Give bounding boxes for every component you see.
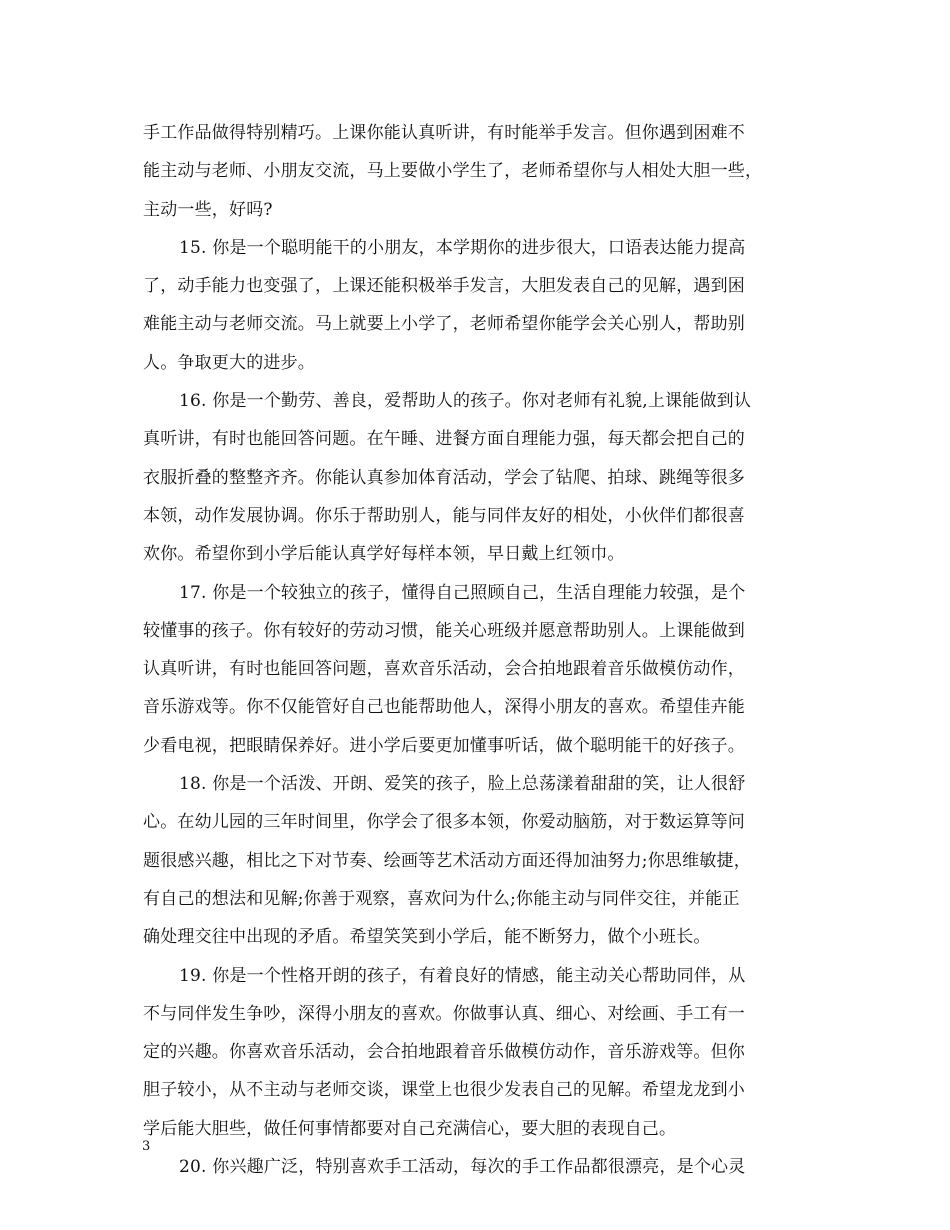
body-text [143,114,823,1186]
text-line: 衣服折叠的整整齐齐。你能认真参加体育活动，学会了钻爬、拍球、跳绳等很多 [143,467,745,488]
text-line: 本领，动作发展协调。你乐于帮助别人，能与同伴友好的相处，小伙伴们都很喜 [143,505,745,526]
text-line: 16. 你是一个勤劳、善良，爱帮助人的孩子。你对老师有礼貌,上课能做到认 [179,391,752,412]
text-line: 心。在幼儿园的三年时间里，你学会了很多本领，你爱动脑筋，对于数运算等问 [143,812,745,833]
text-line: 胆子较小，从不主动与老师交谈，课堂上也很少发表自己的见解。希望龙龙到小 [143,1080,745,1101]
text-line: 能主动与老师、小朋友交流，马上要做小学生了，老师希望你与人相处大胆一些， [143,161,763,182]
text-line: 题很感兴趣，相比之下对节奏、绘画等艺术活动方面还得加油努力;你思维敏捷， [143,850,751,871]
text-line: 少看电视，把眼睛保养好。进小学后要更加懂事听话，做个聪明能干的好孩子。 [143,735,745,756]
text-line: 15. 你是一个聪明能干的小朋友，本学期你的进步很大，口语表达能力提高 [179,237,746,258]
text-line: 学后能大胆些，做任何事情都要对自己充满信心，要大胆的表现自己。 [143,1118,677,1139]
text-line: 了，动手能力也变强了，上课还能积极举手发言，大胆发表自己的见解，遇到困 [143,276,745,297]
text-line: 音乐游戏等。你不仅能管好自己也能帮助他人，深得小朋友的喜欢。希望佳卉能 [143,697,745,718]
text-line: 17. 你是一个较独立的孩子，懂得自己照顾自己，生活自理能力较强，是个 [179,582,746,603]
text-line: 人。争取更大的进步。 [143,352,315,373]
text-line: 主动一些，好吗? [143,199,273,220]
text-line: 不与同伴发生争吵，深得小朋友的喜欢。你做事认真、细心、对绘画、手工有一 [143,1003,745,1024]
text-line: 难能主动与老师交流。马上就要上小学了，老师希望你能学会关心别人，帮助别 [143,314,745,335]
text-line: 真听讲，有时也能回答问题。在午睡、进餐方面自理能力强，每天都会把自己的 [143,429,745,450]
text-line: 认真听讲，有时也能回答问题，喜欢音乐活动，会合拍地跟着音乐做模仿动作， [143,659,745,680]
text-line: 较懂事的孩子。你有较好的劳动习惯，能关心班级并愿意帮助别人。上课能做到 [143,620,745,641]
text-line: 18. 你是一个活泼、开朗、爱笑的孩子，脸上总荡漾着甜甜的笑，让人很舒 [179,774,746,795]
text-line: 手工作品做得特别精巧。上课你能认真听讲，有时能举手发言。但你遇到困难不 [143,123,745,143]
text-line: 欢你。希望你到小学后能认真学好每样本领，早日戴上红领巾。 [143,544,625,565]
text-line: 定的兴趣。你喜欢音乐活动，会合拍地跟着音乐做模仿动作，音乐游戏等。但你 [143,1042,745,1063]
text-line: 确处理交往中出现的矛盾。希望笑笑到小学后，能不断努力，做个小班长。 [143,927,711,948]
page-number: 3 [142,1139,151,1154]
text-line: 20. 你兴趣广泛，特别喜欢手工活动，每次的手工作品都很漂亮，是个心灵 [179,1157,746,1178]
text-line: 有自己的想法和见解;你善于观察，喜欢问为什么;你能主动与同伴交往，并能正 [143,888,740,909]
text-line: 19. 你是一个性格开朗的孩子，有着良好的情感，能主动关心帮助同伴，从 [179,965,746,986]
